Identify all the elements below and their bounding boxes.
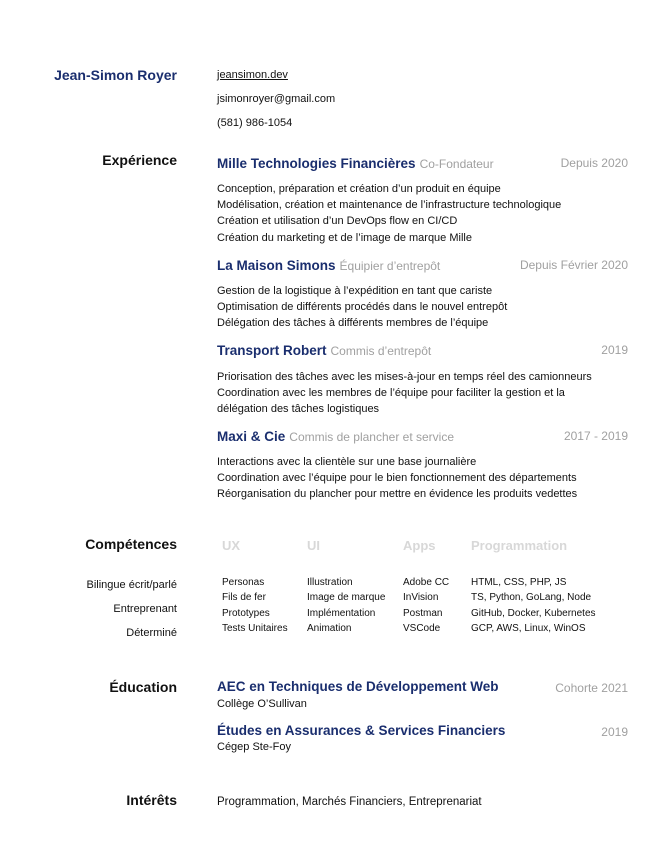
skill-item: GitHub, Docker, Kubernetes	[471, 607, 596, 619]
skill-item: HTML, CSS, PHP, JS	[471, 577, 567, 588]
skill-item: Tests Unitaires	[222, 622, 288, 634]
job-header	[217, 428, 628, 446]
skill-column-title: UI	[307, 538, 320, 553]
website-link[interactable]: jeansimon.dev	[217, 69, 288, 81]
skills-heading: Compétences	[85, 536, 177, 552]
education-school: Cégep Ste-Foy	[217, 741, 291, 753]
job-date: 2019	[601, 343, 628, 357]
skill-item: InVision	[403, 592, 439, 604]
interests-text: Programmation, Marchés Financiers, Entreprenariat	[217, 796, 482, 808]
job-bullet: Coordination avec l’équipe pour le bien fonctionnement des départements	[217, 472, 577, 485]
job-date: 2017 - 2019	[563, 429, 628, 443]
skill-item: Personas	[222, 577, 265, 588]
job-role: Commis de plancher et service	[289, 430, 455, 444]
skill-column-title: Apps	[403, 538, 436, 553]
experience-heading: Expérience	[102, 152, 177, 168]
interests-heading: Intérêts	[126, 792, 177, 808]
skill-list	[307, 575, 385, 636]
education-heading: Éducation	[109, 679, 177, 695]
job-bullet: Réorganisation du plancher pour mettre en évidence les produits vedettes	[217, 488, 578, 501]
email-text: jsimonroyer@gmail.com	[217, 93, 336, 105]
job-bullet: Création et utilisation d’un DevOps flow en CI/CD	[217, 215, 458, 228]
job-bullet: Gestion de la logistique à l’expédition en tant que cariste	[217, 285, 493, 297]
job-bullets	[217, 454, 617, 503]
job-company: Transport Robert	[217, 343, 327, 358]
skill-column-title: Programmation	[471, 538, 568, 553]
soft-skill: Bilingue écrit/parlé	[86, 579, 177, 591]
education-date: 2019	[601, 725, 628, 739]
skill-item: Fils de fer	[222, 592, 266, 604]
soft-skill: Entreprenant	[113, 603, 177, 615]
skill-list	[222, 575, 288, 636]
job-bullet: Modélisation, création et maintenance de l’infrastructure technologique	[217, 199, 562, 212]
job-bullet: Création du marketing et de l’image de marque Mille	[217, 231, 472, 244]
job-role: Co-Fondateur	[419, 157, 494, 171]
job-bullet: Priorisation des tâches avec les mises-à-jour en temps réel des camionneurs	[217, 371, 592, 383]
skill-item: Animation	[307, 622, 352, 634]
skill-list	[403, 575, 449, 636]
soft-skill: Déterminé	[126, 627, 177, 639]
education-school: Collège O’Sullivan	[217, 698, 307, 710]
skill-item: GCP, AWS, Linux, WinOS	[471, 622, 586, 634]
job-date: Depuis Février 2020	[519, 258, 628, 272]
job-date: Depuis 2020	[560, 156, 628, 170]
education-title: Études en Assurances & Services Financiers	[217, 723, 506, 738]
candidate-name: Jean-Simon Royer	[54, 67, 177, 83]
job-header	[217, 257, 628, 275]
job-bullet: Interactions avec la clientèle sur une base journalière	[217, 456, 477, 468]
job-role: Équipier d’entrepôt	[339, 259, 441, 273]
skill-list	[471, 575, 596, 636]
skill-item: Image de marque	[307, 592, 386, 604]
education-date: Cohorte 2021	[555, 681, 628, 695]
skill-column-title: UX	[222, 538, 241, 553]
skill-item: Implémentation	[307, 607, 376, 619]
job-bullet: Optimisation de différents procédés dans le nouvel entrepôt	[217, 301, 508, 314]
job-bullets	[217, 369, 597, 418]
job-bullets	[217, 283, 617, 332]
job-role: Commis d’entrepôt	[330, 344, 432, 358]
skill-item: TS, Python, GoLang, Node	[471, 592, 592, 604]
job-bullet: Conception, préparation et création d’un produit en équipe	[217, 183, 501, 195]
job-bullet: Délégation des tâches à différents membres de l’équipe	[217, 317, 489, 330]
job-header	[217, 155, 628, 173]
skill-item: Prototypes	[222, 607, 270, 619]
phone-text: (581) 986-1054	[217, 117, 293, 129]
skill-item: Illustration	[307, 577, 353, 588]
skill-item: Adobe CC	[403, 577, 450, 588]
skill-item: Postman	[403, 607, 443, 619]
job-bullets	[217, 181, 617, 246]
job-bullet: Coordination avec les membres de l’équipe pour faciliter la gestion et la délégation des tâches logistiques	[217, 387, 565, 416]
job-header	[217, 342, 628, 360]
skill-item: VSCode	[403, 622, 441, 634]
job-company: Maxi & Cie	[217, 429, 286, 444]
education-title: AEC en Techniques de Développement Web	[217, 679, 499, 694]
job-company: Mille Technologies Financières	[217, 156, 416, 171]
job-company: La Maison Simons	[217, 258, 336, 273]
